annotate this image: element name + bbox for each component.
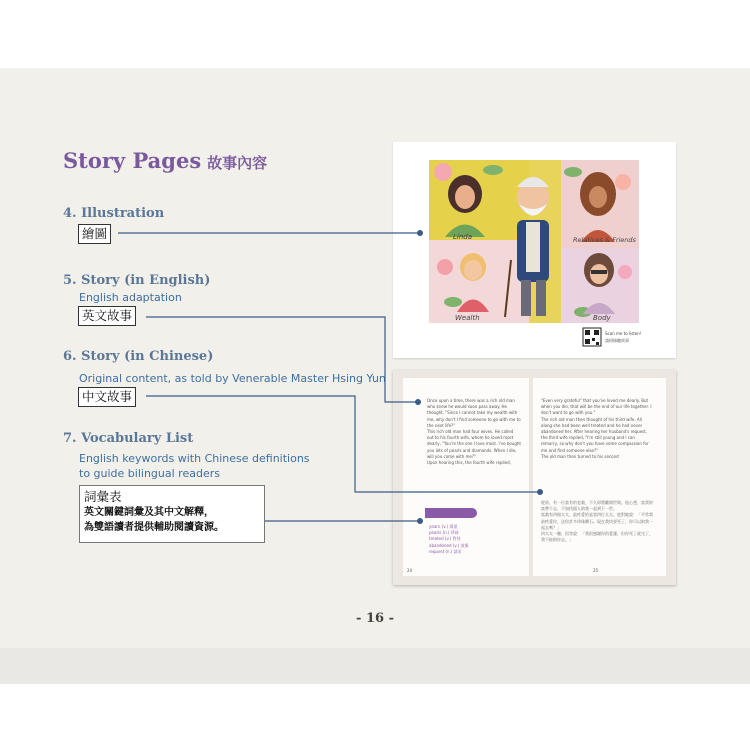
- section-illustration-heading: 4. Illustration: [63, 206, 165, 221]
- story-chinese-connector: [146, 396, 540, 492]
- vocabulary-description-line: 英文關鍵詞彙及其中文解釋，: [84, 507, 214, 518]
- connector-dot: [417, 518, 423, 524]
- vocabulary-banner-title: VOCABULARY: [431, 520, 465, 525]
- character-name: Body: [593, 314, 611, 322]
- english-story-text-continued: "Even very grateful" that you've loved me dearly. But when you die, that will be the end of our life together. I don't want to go with you." The rich old man then thought of his third wife. All along she had been well treated and he had never abandoned her. After hearing her husband's request, the third wife replied, "I'm still young and I can remarry, so why don't you have some compassion for me and find someone else?" The old man then turned to his second: [541, 398, 652, 459]
- connector-dot: [415, 399, 421, 405]
- section-story-chinese-subtitle: Original content, as told by Venerable Master Hsing Yun: [79, 372, 386, 385]
- vocabulary-description-line: 為雙語讀者提供輔助閱讀資源。: [84, 522, 224, 533]
- section-story-chinese-label: 中文故事: [78, 387, 136, 407]
- section-vocabulary-heading: 7. Vocabulary List: [63, 431, 194, 446]
- connector-dot: [417, 230, 423, 236]
- vocabulary-item: pearls (n.) 珍珠: [429, 530, 459, 536]
- left-page-number: 24: [407, 568, 413, 573]
- qr-caption: 請掃描聽故事: [605, 338, 629, 343]
- right-page-number: 25: [593, 568, 599, 573]
- section-story-english-label: 英文故事: [78, 306, 136, 326]
- character-name: Linda: [453, 233, 473, 241]
- page-number: - 16 -: [356, 611, 394, 626]
- section-story-chinese-heading: 6. Story (in Chinese): [63, 349, 214, 364]
- section-story-english-heading: 5. Story (in English): [63, 273, 211, 288]
- vocabulary-item: yearn (v.) 渴望: [429, 524, 458, 529]
- vocabulary-item: abandoned (v.) 放棄: [429, 542, 469, 548]
- vocabulary-subtitle-line: English keywords with Chinese definitions: [79, 452, 310, 465]
- character-name: Wealth: [455, 314, 480, 322]
- vocabulary-item: request (n.) 請求: [429, 548, 462, 554]
- title-chinese: 故事內容: [207, 154, 268, 172]
- section-illustration-label: 繪圖: [78, 224, 111, 244]
- section-vocabulary-label: 詞彙表: [84, 489, 122, 504]
- title-english: Story Pages: [63, 148, 202, 173]
- english-story-text: Once upon a time, there was a rich old man who knew he would soon pass away. He thought, "Since I cannot take my wealth with me, why don't I find someone to go with me to the next life?" This rich old man had four wives. He called out to his fourth wife, whom he loved most dearly, "You're the one I love most. I've bought you lots of pearls and diamonds. When I die, will you come with me?" Upon hearing this, the fourth wife replied,: [427, 398, 521, 466]
- story-english-connector: [146, 317, 418, 402]
- section-story-english-subtitle: English adaptation: [79, 291, 182, 304]
- vocabulary-item: treated (v.) 對待: [429, 536, 461, 542]
- character-name: Relatives & Friends: [573, 236, 636, 244]
- chinese-story-text: 從前，有一位富有的老翁，不久即將離開世間。他心想，富貴財富帶不去，不如找個人陪我一起到下一世。 富翁有四個太太，最疼愛的是第四位太太。他對她說：「平常我最疼愛你，送你許多珍珠鑽石。現在我快要死了，你可以陪我一起去嗎？」 四太太一聽，回答說：「我很感謝你的愛護，但你死了就完了，我不能陪你去。」: [541, 500, 653, 543]
- connector-dot: [537, 489, 543, 495]
- vocabulary-subtitle-line: to guide bilingual readers: [79, 467, 220, 480]
- qr-caption: Scan me to listen!: [605, 331, 642, 336]
